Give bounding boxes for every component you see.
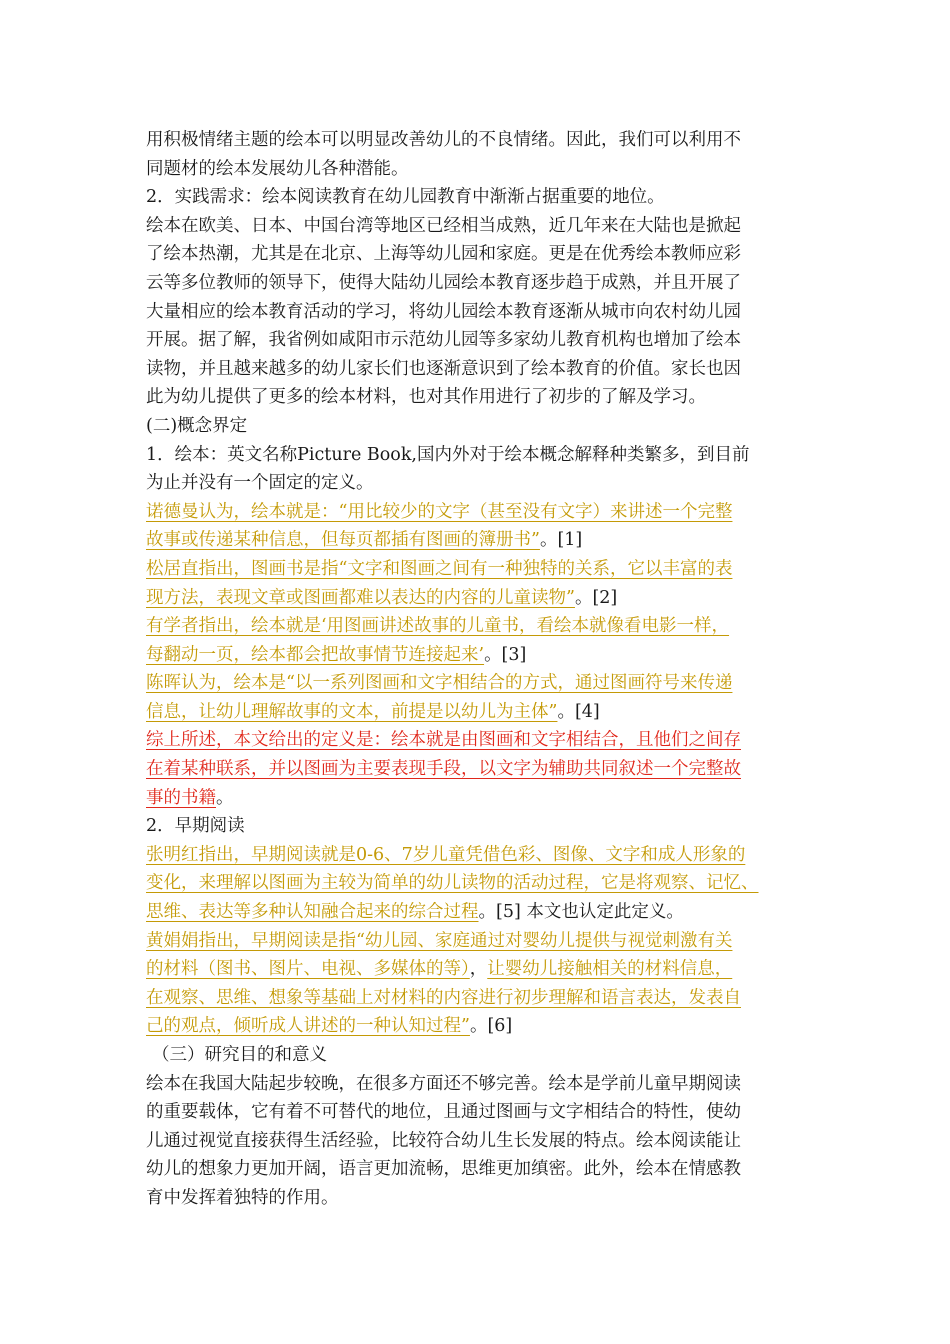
highlighted-text: 思维、表达等多种认知融合起来的综合过程 (146, 902, 479, 923)
highlighted-text: 信息，让幼儿理解故事的文本，前提是以幼儿为主体” (146, 701, 558, 722)
quote-line (146, 555, 816, 584)
quote-line (146, 641, 816, 670)
definition-line (146, 726, 816, 755)
citation: 。[1] (539, 530, 583, 551)
quote-line (146, 498, 816, 527)
paragraph-line: 此为幼儿提供了更多的绘本材料，也对其作用进行了初步的了解及学习。 (146, 387, 706, 408)
highlighted-text: 的材料（图书、图片、电视、多媒体的等） (146, 959, 470, 980)
highlighted-text: 每翻动一页，绘本都会把故事情节连接起来’ (146, 644, 485, 665)
quote-line (146, 698, 816, 727)
quote-line (146, 526, 816, 555)
citation: 。[3] (484, 644, 527, 665)
citation: 。[2] (574, 587, 618, 608)
punctuation: ， (469, 959, 488, 980)
highlighted-text: 在观察、思维、想象等基础上对材料的内容进行初步理解和语言表达，发表自 (146, 987, 741, 1008)
paragraph-line: 绘本在欧美、日本、中国台湾等地区已经相当成熟，近几年来在大陆也是掀起 (146, 215, 741, 236)
paragraph-line: 2．实践需求：绘本阅读教育在幼儿园教育中渐渐占据重要的地位。 (146, 187, 665, 208)
definition-line (146, 784, 816, 813)
paragraph-line: 读物，并且越来越多的幼儿家长们也逐渐意识到了绘本教育的价值。家长也因 (146, 358, 741, 379)
highlighted-text: 有学者指出，绘本就是‘用图画讲述故事的儿童书，看绘本就像看电影一样， (146, 616, 730, 637)
red-highlighted-text: 综上所述，本文给出的定义是：绘本就是由图画和文字相结合，且他们之间存 (146, 730, 741, 751)
section-heading: (二)概念界定 (146, 415, 248, 436)
highlighted-text: 陈晖认为，绘本是“以一系列图画和文字相结合的方式，通过图画符号来传递 (146, 673, 733, 694)
quote-line (146, 669, 816, 698)
paragraph-line: 大量相应的绘本教育活动的学习，将幼儿园绘本教育逐渐从城市向农村幼儿园 (146, 301, 741, 322)
paragraph-line: 云等多位教师的领导下，使得大陆幼儿园绘本教育逐步趋于成熟，并且开展了 (146, 272, 741, 293)
highlighted-text: 让婴幼儿接触相关的材料信息， (487, 959, 733, 980)
red-highlighted-text: 在着某种联系，并以图画为主要表现手段，以文字为辅助共同叙述一个完整故 (146, 759, 741, 780)
paragraph-line: 了绘本热潮，尤其是在北京、上海等幼儿园和家庭。更是在优秀绘本教师应彩 (146, 244, 741, 265)
paragraph-line: 育中发挥着独特的作用。 (146, 1187, 339, 1208)
highlighted-text: 故事或传递某种信息，但每页都插有图画的簿册书” (146, 530, 540, 551)
quote-line (146, 984, 816, 1013)
highlighted-text: 己的观点，倾听成人讲述的一种认知过程” (146, 1016, 470, 1037)
citation: 。[5] 本文也认定此定义。 (478, 902, 684, 923)
red-highlighted-text: 事的书籍 (146, 787, 216, 808)
paragraph-line: 儿通过视觉直接获得生活经验，比较符合幼儿生长发展的特点。绘本阅读能让 (146, 1130, 741, 1151)
highlighted-text: 张明红指出，早期阅读就是0-6、7岁儿童凭借色彩、图像、文字和成人形象的 (146, 844, 746, 865)
highlighted-text: 诺德曼认为，绘本就是：“用比较少的文字（甚至没有文字）来讲述一个完整 (146, 501, 733, 522)
definition-line (146, 755, 816, 784)
paragraph-line: 为止并没有一个固定的定义。 (146, 473, 374, 494)
quote-line (146, 898, 816, 927)
paragraph-line: 幼儿的想象力更加开阔，语言更加流畅，思维更加缜密。此外，绘本在情感教 (146, 1159, 741, 1180)
paragraph-line: 1．绘本：英文名称Picture Book,国内外对于绘本概念解释种类繁多，到目前 (146, 444, 750, 465)
highlighted-text: 变化，来理解以图画为主较为简单的幼儿读物的活动过程，它是将观察、记忆、 (146, 873, 759, 894)
paragraph-line: 用积极情绪主题的绘本可以明显改善幼儿的不良情绪。因此，我们可以利用不 (146, 130, 741, 150)
paragraph-line: 绘本在我国大陆起步较晚，在很多方面还不够完善。绘本是学前儿童早期阅读 (146, 1073, 741, 1094)
highlighted-text: 黄娟娟指出，早期阅读是指“幼儿园、家庭通过对婴幼儿提供与视觉刺激有关 (146, 930, 733, 951)
paragraph-line: 开展。据了解，我省例如咸阳市示范幼儿园等多家幼儿教育机构也增加了绘本 (146, 330, 741, 351)
quote-line (146, 612, 816, 641)
quote-line (146, 927, 816, 956)
section-heading: （三）研究目的和意义 (152, 1045, 327, 1065)
highlighted-text: 现方法，表现文章或图画都难以表达的内容的儿童读物” (146, 587, 575, 608)
punctuation: 。 (216, 787, 234, 808)
quote-line (146, 869, 816, 898)
quote-line (146, 1012, 816, 1041)
section-heading: 2．早期阅读 (146, 816, 245, 837)
paragraph-line: 的重要载体，它有着不可替代的地位，且通过图画与文字相结合的特性，使幼 (146, 1102, 741, 1123)
citation: 。[6] (469, 1016, 513, 1037)
quote-line (146, 584, 816, 613)
citation: 。[4] (557, 701, 600, 722)
quote-line (146, 955, 816, 984)
paragraph-line: 同题材的绘本发展幼儿各种潜能。 (146, 158, 409, 179)
document-body (146, 126, 816, 1213)
quote-line (146, 841, 816, 870)
highlighted-text: 松居直指出，图画书是指“文字和图画之间有一种独特的关系，它以丰富的表 (146, 558, 733, 579)
